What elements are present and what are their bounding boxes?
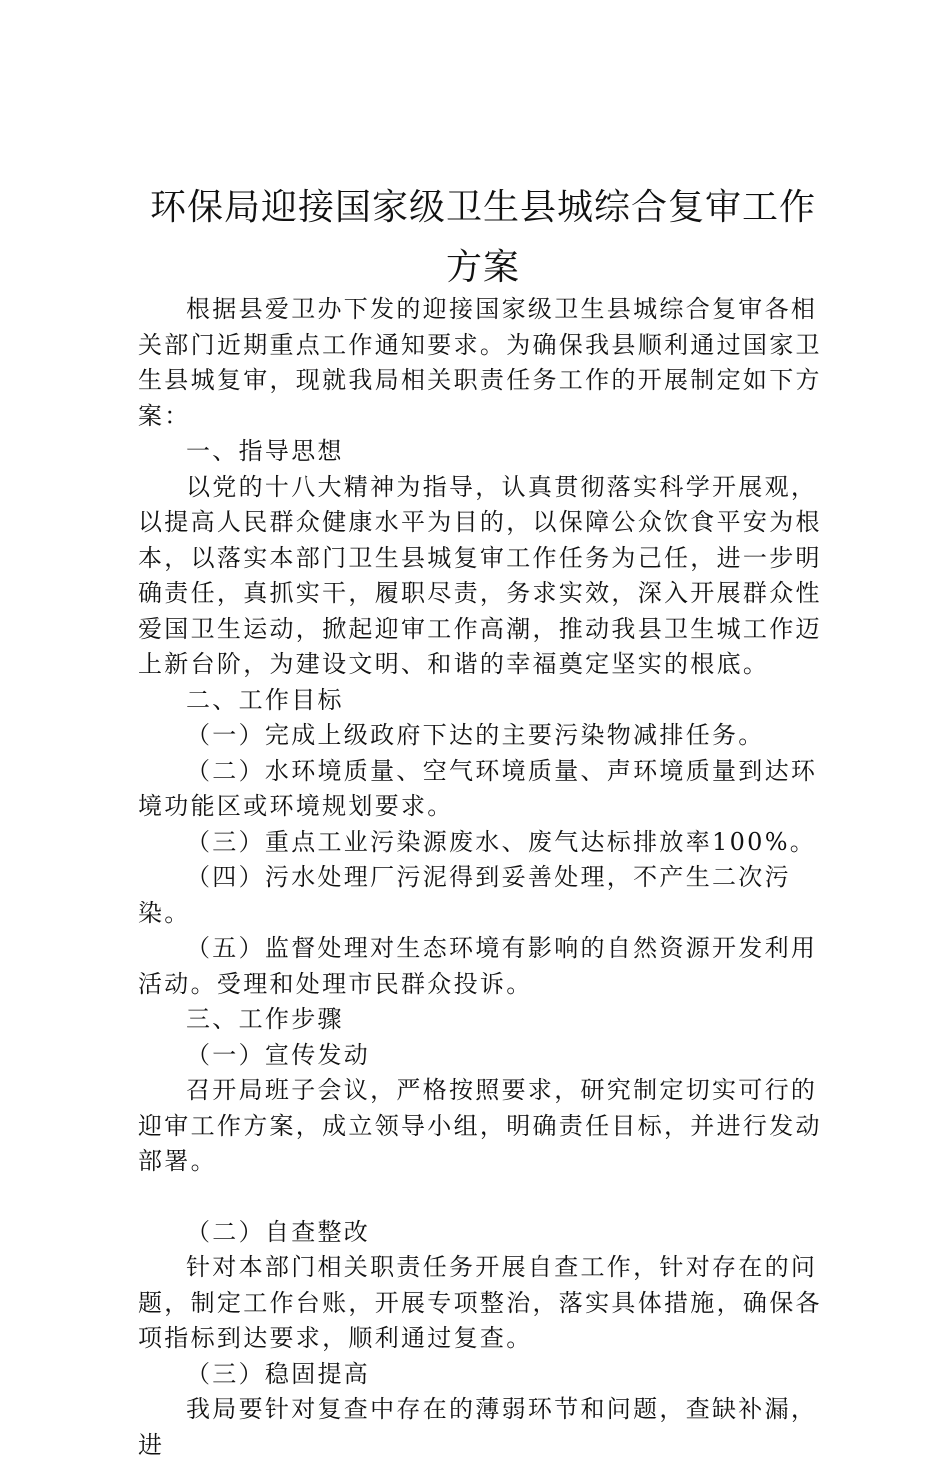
document-body — [138, 292, 828, 1463]
goal-item-3: （三）重点工业污染源废水、废气达标排放率100%。 — [186, 827, 817, 856]
section-heading-guiding-ideology: 一、指导思想 — [186, 437, 344, 465]
intro-paragraph: 根据县爱卫办下发的迎接国家级卫生县城综合复审各相关部门近期重点工作通知要求。为确保我县顺利通过国家卫生县城复审，现就我局相关职责任务工作的开展制定如下方案： — [138, 295, 822, 430]
guiding-ideology-paragraph: 以党的十八大精神为指导，认真贯彻落实科学开展观，以提高人民群众健康水平为目的，以保障公众饮食平安为根本，以落实本部门卫生县城复审工作任务为己任，进一步明确责任，真抓实干，履职尽责，务求实效，深入开展群众性爱国卫生运动，掀起迎审工作高潮，推动我县卫生城工作迈上新台阶，为建设文明、和谐的幸福奠定坚实的根底。 — [138, 472, 822, 678]
step-heading-3: （三）稳固提高 — [186, 1359, 371, 1388]
paragraph-gap — [138, 1180, 828, 1215]
step-heading-1: （一）宣传发动 — [186, 1040, 371, 1069]
section-heading-work-goals: 二、工作目标 — [186, 685, 344, 714]
section-heading-work-steps: 三、工作步骤 — [186, 1005, 344, 1033]
step-paragraph-3: 我局要针对复查中存在的薄弱环节和问题，查缺补漏，进 — [138, 1395, 818, 1459]
goal-item-5: （五）监督处理对生态环境有影响的自然资源开发利用活动。受理和处理市民群众投诉。 — [138, 934, 818, 998]
step-paragraph-2: 针对本部门相关职责任务开展自查工作，针对存在的问题，制定工作台账，开展专项整治，落实具体措施，确保各项指标到达要求，顺利通过复查。 — [138, 1253, 822, 1352]
goal-item-1: （一）完成上级政府下达的主要污染物减排任务。 — [186, 721, 765, 749]
step-paragraph-1: 召开局班子会议，严格按照要求，研究制定切实可行的迎审工作方案，成立领导小组，明确责任目标，并进行发动部署。 — [138, 1076, 822, 1175]
goal-item-4: （四）污水处理厂污泥得到妥善处理，不产生二次污染。 — [138, 863, 791, 927]
step-heading-2: （二）自查整改 — [186, 1217, 371, 1246]
document-title: 环保局迎接国家级卫生县城综合复审工作方案 — [149, 187, 816, 288]
goal-item-2: （二）水环境质量、空气环境质量、声环境质量到达环境功能区或环境规划要求。 — [138, 756, 818, 820]
